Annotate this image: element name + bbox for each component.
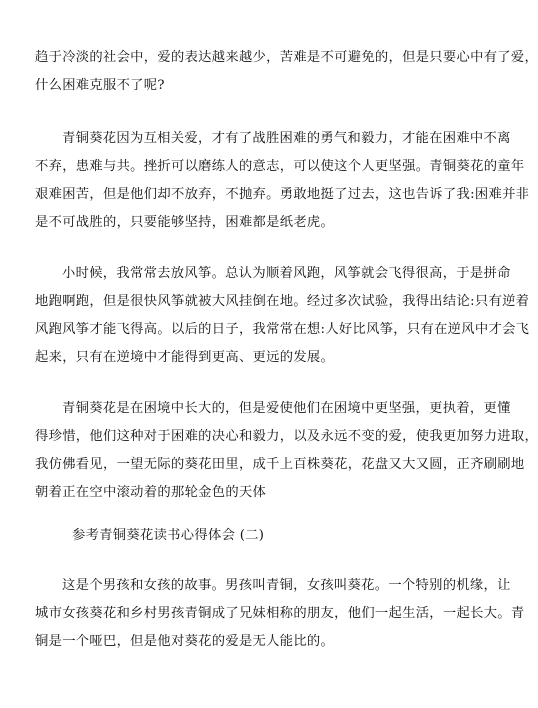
paragraph-5 — [35, 572, 525, 656]
paragraph-line: 趋于冷淡的社会中，爱的表达越来越少，苦难是不可避免的，但是只要心中有了爱， — [35, 50, 538, 65]
paragraph-line: 地跑啊跑，但是很快风筝就被大风挂倒在地。经过多次试验，我得出结论:只有逆着 — [35, 294, 530, 309]
paragraph-4 — [35, 395, 538, 507]
paragraph-line: 得珍惜，他们这种对于困难的决心和毅力，以及永远不变的爱，使我更加努力进取， — [35, 429, 538, 444]
section-heading: 参考青铜葵花读书心得体会 (二) — [72, 528, 265, 543]
paragraph-line: 不弃，患难与共。挫折可以磨练人的意志，可以使这个人更坚强。青铜葵花的童年 — [35, 159, 525, 174]
paragraph-line: 我仿佛看见，一望无际的葵花田里，成千上百株葵花，花盘又大又圆，正齐刷刷地 — [35, 457, 525, 472]
paragraph-line: 朝着正在空中滚动着的那轮金色的天体 — [35, 485, 267, 500]
paragraph-1 — [35, 44, 538, 100]
paragraph-line: 风跑风筝才能飞得高。以后的日子，我常常在想:人好比风筝，只有在逆风中才会飞 — [35, 322, 530, 337]
paragraph-3 — [35, 260, 530, 372]
paragraph-2 — [35, 125, 530, 237]
paragraph-line: 什么困难克服不了呢? — [35, 78, 165, 93]
paragraph-line: 艰难困苦，但是他们却不放弃，不抛弃。勇敢地挺了过去，这也告诉了我:困难并非 — [35, 187, 530, 202]
paragraph-line: 青铜葵花因为互相关爱，才有了战胜困难的勇气和毅力，才能在困难中不离 — [62, 131, 511, 146]
paragraph-line: 起来，只有在逆境中才能得到更高、更远的发展。 — [35, 350, 335, 365]
paragraph-line: 城市女孩葵花和乡村男孩青铜成了兄妹相称的朋友，他们一起生活，一起长大。青 — [35, 606, 525, 621]
paragraph-line: 铜是一个哑巴，但是他对葵花的爱是无人能比的。 — [35, 634, 335, 649]
paragraph-line: 小时候，我常常去放风筝。总认为顺着风跑，风筝就会飞得很高，于是拼命 — [62, 266, 511, 281]
paragraph-line: 是不可战胜的，只要能够坚持，困难都是纸老虎。 — [35, 215, 335, 230]
paragraph-line: 青铜葵花是在困境中长大的，但是爱使他们在困境中更坚强，更执着，更懂 — [62, 401, 511, 416]
paragraph-line: 这是个男孩和女孩的故事。男孩叫青铜，女孩叫葵花。一个特别的机缘，让 — [62, 578, 511, 593]
